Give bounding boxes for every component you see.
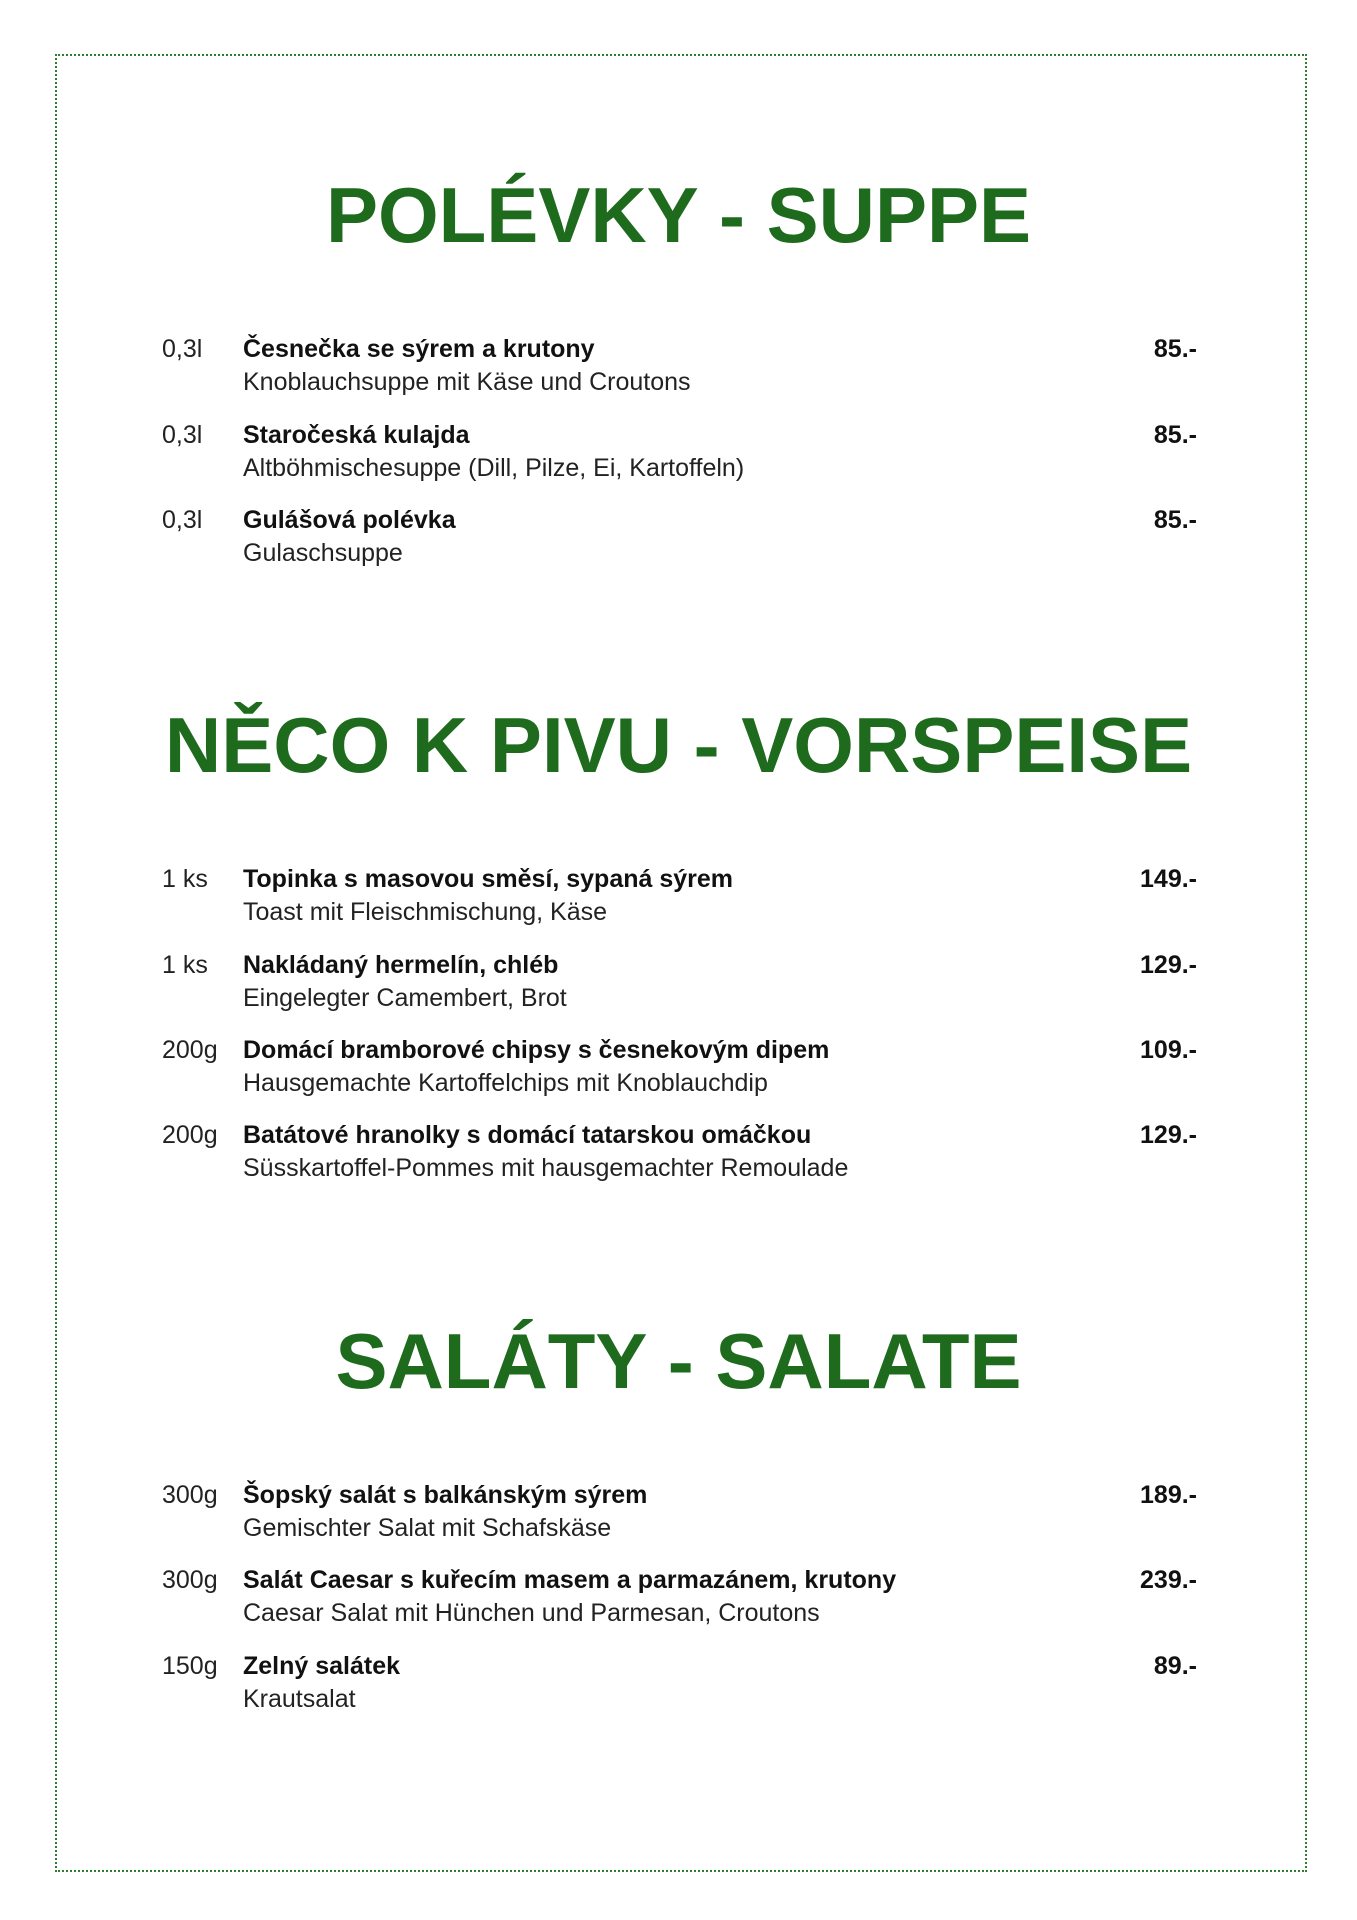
item-quantity: 150g (162, 1652, 218, 1680)
item-price: 239.- (1140, 1566, 1197, 1594)
item-quantity: 1 ks (162, 951, 208, 979)
item-quantity: 300g (162, 1566, 218, 1594)
item-quantity: 0,3l (162, 335, 203, 363)
menu-item (0, 1649, 1357, 1719)
item-description: Hausgemachte Kartoffelchips mit Knoblauchdip (243, 1069, 768, 1097)
item-description: Süsskartoffel-Pommes mit hausgemachter Remoulade (243, 1154, 849, 1182)
menu-item (0, 1563, 1357, 1633)
item-name: Česnečka se sýrem a krutony (243, 335, 595, 363)
item-price: 85.- (1153, 421, 1197, 449)
item-name: Staročeská kulajda (243, 421, 470, 449)
section-title-soups: POLÉVKY - SUPPE (325, 171, 1032, 259)
item-description: Krautsalat (243, 1685, 356, 1713)
item-description: Eingelegter Camembert, Brot (243, 984, 567, 1012)
item-price: 149.- (1140, 865, 1197, 893)
menu-item (0, 1033, 1357, 1103)
menu-item (0, 1118, 1357, 1188)
menu-item (0, 332, 1357, 402)
item-description: Gemischter Salat mit Schafskäse (243, 1514, 612, 1542)
item-description: Toast mit Fleischmischung, Käse (243, 898, 608, 926)
item-price: 189.- (1140, 1481, 1197, 1509)
menu-item (0, 418, 1357, 488)
item-quantity: 200g (162, 1121, 218, 1149)
item-name: Nakládaný hermelín, chléb (243, 951, 559, 979)
menu-item (0, 862, 1357, 932)
item-name: Batátové hranolky s domácí tatarskou omáčkou (243, 1121, 812, 1149)
item-quantity: 200g (162, 1036, 218, 1064)
item-price: 129.- (1140, 951, 1197, 979)
item-description: Altböhmischesuppe (Dill, Pilze, Ei, Kartoffeln) (243, 454, 745, 482)
menu-item (0, 1478, 1357, 1548)
item-name: Gulášová polévka (243, 506, 456, 534)
item-price: 129.- (1140, 1121, 1197, 1149)
item-price: 85.- (1153, 335, 1197, 363)
item-price: 85.- (1153, 506, 1197, 534)
item-name: Salát Caesar s kuřecím masem a parmazánem, krutony (243, 1566, 897, 1594)
item-quantity: 0,3l (162, 506, 203, 534)
item-description: Knoblauchsuppe mit Käse und Croutons (243, 368, 691, 396)
item-price: 109.- (1140, 1036, 1197, 1064)
item-name: Zelný salátek (243, 1652, 401, 1680)
item-description: Gulaschsuppe (243, 539, 403, 567)
item-quantity: 1 ks (162, 865, 208, 893)
item-description: Caesar Salat mit Hünchen und Parmesan, Croutons (243, 1599, 820, 1627)
item-quantity: 0,3l (162, 421, 203, 449)
item-price: 89.- (1153, 1652, 1197, 1680)
section-title-starters: NĚCO K PIVU - VORSPEISE (164, 701, 1193, 789)
item-name: Topinka s masovou směsí, sypaná sýrem (243, 865, 734, 893)
item-name: Domácí bramborové chipsy s česnekovým dipem (243, 1036, 830, 1064)
menu-item (0, 503, 1357, 573)
item-name: Šopský salát s balkánským sýrem (243, 1481, 648, 1509)
section-title-salads: SALÁTY - SALATE (335, 1317, 1022, 1405)
item-quantity: 300g (162, 1481, 218, 1509)
menu-item (0, 948, 1357, 1018)
